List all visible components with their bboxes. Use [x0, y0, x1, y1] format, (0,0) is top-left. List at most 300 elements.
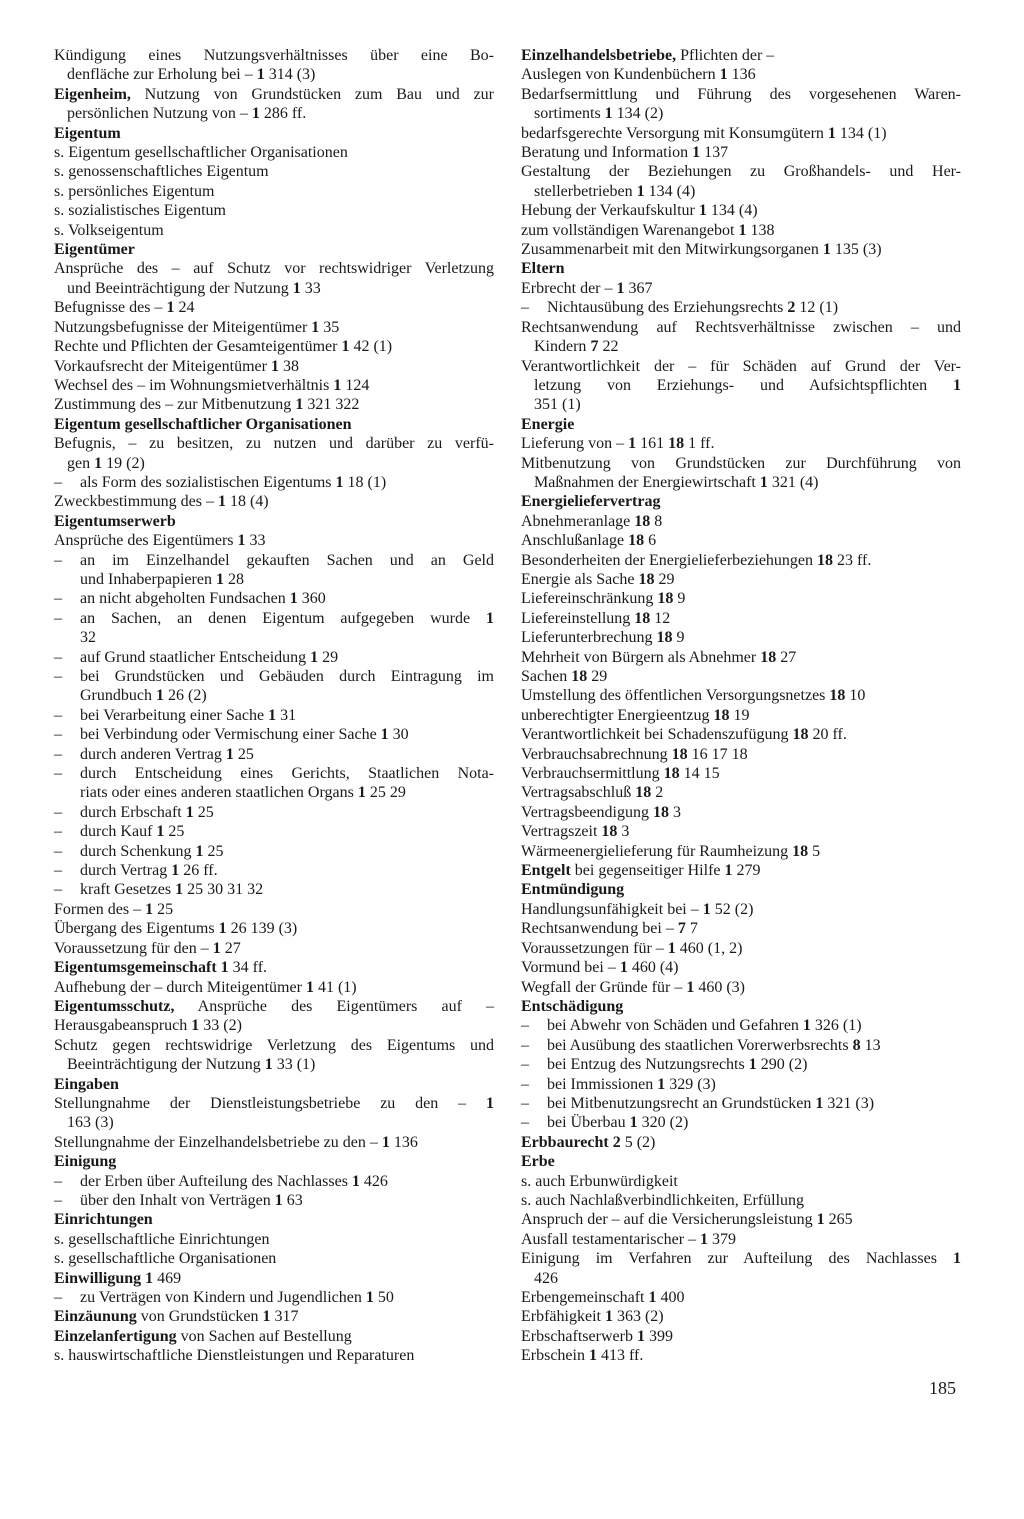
- index-text: 13: [860, 1036, 881, 1054]
- index-line: [54, 454, 494, 473]
- index-line: [54, 1230, 494, 1249]
- index-bold-text: 1: [218, 920, 227, 938]
- index-text: Verbrauchsabrechnung: [521, 745, 672, 763]
- index-bold-text: 1: [748, 1056, 757, 1074]
- index-text: von Sachen auf Bestellung: [176, 1327, 352, 1345]
- index-bold-text: 1: [351, 1172, 360, 1190]
- index-text: Beratung und Information: [521, 144, 693, 162]
- index-text: stellerbetrieben: [534, 182, 637, 200]
- index-text: letzung von Erziehungs- und Aufsichtspflichten: [534, 376, 953, 394]
- index-line: [521, 1230, 961, 1249]
- index-text: kraft Gesetzes: [80, 881, 176, 899]
- index-bold-text: 1: [212, 939, 221, 957]
- index-text: 426: [534, 1269, 558, 1287]
- index-line: [54, 783, 494, 802]
- index-bold-text: 1: [256, 66, 265, 84]
- index-text: Wärmeenergielieferung für Raumheizung: [521, 842, 793, 860]
- index-bold-text: Einigung: [54, 1153, 117, 1171]
- index-bold-text: 1: [486, 1094, 494, 1112]
- index-line: [521, 1152, 961, 1171]
- index-line: [54, 182, 494, 201]
- index-bold-text: 7: [677, 920, 686, 938]
- index-text: Erbrecht der –: [521, 279, 617, 297]
- index-bold-text: 1: [215, 570, 224, 588]
- index-bold-text: 18: [657, 590, 674, 608]
- index-bold-text: Eigentum gesellschaftlicher Organisationen: [54, 415, 352, 433]
- index-line: [54, 1152, 494, 1171]
- index-line: [54, 415, 494, 434]
- index-line: [521, 279, 961, 298]
- index-text: 138: [746, 221, 775, 239]
- index-line: [521, 1288, 961, 1307]
- index-line: [521, 958, 961, 977]
- index-text: 20 ff.: [808, 726, 847, 744]
- index-text: s. genossenschaftliches Eigentum: [54, 163, 269, 181]
- index-text: 469: [153, 1269, 182, 1287]
- index-text: 10: [845, 687, 866, 705]
- index-line: [521, 1016, 961, 1035]
- index-line: [521, 1249, 961, 1268]
- index-line: [521, 822, 961, 841]
- index-text: Bedarfsermittlung und Führung des vorgesehenen Waren-: [521, 85, 961, 103]
- index-bold-text: 1: [268, 706, 277, 724]
- index-bold-text: 1: [619, 959, 628, 977]
- index-text: Erbschaftserwerb: [521, 1327, 637, 1345]
- index-text: Besonderheiten der Energielieferbeziehungen: [521, 551, 818, 569]
- index-text: Vertragsbeendigung: [521, 803, 653, 821]
- index-text: 30: [388, 726, 409, 744]
- index-text: 360: [297, 590, 326, 608]
- index-line: [521, 551, 961, 570]
- index-line: [54, 1036, 494, 1055]
- index-text: 35: [319, 318, 340, 336]
- index-bold-text: 1: [145, 900, 154, 918]
- index-line: [521, 628, 961, 647]
- index-line: [54, 85, 494, 104]
- index-line: [54, 551, 494, 570]
- index-text: 24: [174, 299, 195, 317]
- index-text: 379: [708, 1230, 737, 1248]
- index-bold-text: 1: [175, 881, 184, 899]
- index-line: [521, 880, 961, 899]
- index-text: 329 (3): [665, 1075, 716, 1093]
- index-text: Voraussetzungen für –: [521, 939, 668, 957]
- index-text: 63: [282, 1191, 303, 1209]
- index-line: [54, 706, 494, 725]
- index-bold-text: 1: [724, 862, 733, 880]
- index-bold-text: Eigentum: [54, 124, 121, 142]
- index-text: Verantwortlichkeit der – für Schäden auf Grund der Ver-: [521, 357, 961, 375]
- index-text: 3: [617, 823, 630, 841]
- index-line: [521, 648, 961, 667]
- index-text: durch Kauf: [80, 823, 157, 841]
- index-text: 29: [654, 570, 675, 588]
- index-column-right: [521, 46, 961, 1366]
- index-line: [521, 65, 961, 84]
- index-bold-text: 1: [185, 803, 194, 821]
- index-line: [54, 143, 494, 162]
- index-line: [521, 492, 961, 511]
- index-line: [54, 1172, 494, 1191]
- index-bold-text: 1: [698, 202, 707, 220]
- index-line: [54, 1210, 494, 1229]
- index-text: s. auch Nachlaßverbindlichkeiten, Erfüllung: [521, 1191, 805, 1209]
- index-line: [54, 1133, 494, 1152]
- index-text: Ausfall testamentarischer –: [521, 1230, 701, 1248]
- index-text: 19: [729, 706, 750, 724]
- index-line: [54, 570, 494, 589]
- index-text: s. auch Erbunwürdigkeit: [521, 1172, 678, 1190]
- index-line: [54, 958, 494, 977]
- index-bold-text: Eigenheim,: [54, 85, 131, 103]
- index-text: 18 (4): [225, 493, 269, 511]
- index-text: 50: [373, 1289, 394, 1306]
- index-line: [54, 745, 494, 764]
- index-text: Grundbuch: [80, 687, 156, 705]
- index-text: zum vollständigen Warenangebot: [521, 221, 739, 239]
- index-bold-text: Einzäunung: [54, 1308, 137, 1326]
- index-bold-text: 18: [656, 629, 673, 647]
- index-line: [521, 298, 961, 317]
- index-line: [521, 900, 961, 919]
- index-text: 136: [727, 66, 756, 84]
- index-text: Aufhebung der – durch Miteigentümer: [54, 978, 306, 996]
- index-text: 134 (2): [612, 105, 664, 123]
- index-text: 314 (3): [264, 66, 316, 84]
- index-text: bei Überbau: [547, 1114, 630, 1132]
- index-text: 32: [80, 629, 96, 647]
- index-line: [54, 939, 494, 958]
- index-bold-text: 1: [953, 1250, 961, 1268]
- index-text: Maßnahmen der Energiewirtschaft: [534, 473, 760, 491]
- index-text: Rechte und Pflichten der Gesamteigentümer: [54, 338, 342, 356]
- index-line: [54, 764, 494, 783]
- index-text: Vertragszeit: [521, 823, 602, 841]
- index-line: [521, 85, 961, 104]
- index-bold-text: Einrichtungen: [54, 1211, 153, 1229]
- index-line: [521, 531, 961, 550]
- index-bold-text: 1: [738, 221, 747, 239]
- index-text: 7: [685, 920, 698, 938]
- index-line: [54, 298, 494, 317]
- index-line: [521, 1075, 961, 1094]
- index-line: [521, 124, 961, 143]
- index-bold-text: 1: [953, 376, 961, 394]
- index-line: [521, 376, 961, 395]
- index-text: 26 ff.: [179, 862, 218, 880]
- index-bold-text: 1: [333, 376, 342, 394]
- index-line: [54, 822, 494, 841]
- index-text: 52 (2): [710, 900, 754, 918]
- index-text: durch Schenkung: [80, 842, 196, 860]
- index-bold-text: 1: [237, 532, 246, 550]
- index-text: Stellungnahme der Dienstleistungsbetriebe zu den –: [54, 1094, 486, 1112]
- index-text: bei Grundstücken und Gebäuden durch Eintragung im: [80, 668, 494, 685]
- index-text: Nutzungsbefugnisse der Miteigentümer: [54, 318, 312, 336]
- index-text: 413 ff.: [596, 1347, 644, 1365]
- index-text: über den Inhalt von Verträgen: [80, 1191, 275, 1209]
- index-text: Wegfall der Gründe für –: [521, 978, 687, 996]
- index-text: 14 15: [679, 765, 720, 783]
- index-bold-text: 1: [719, 66, 728, 84]
- index-bold-text: Entgelt: [521, 862, 571, 880]
- index-bold-text: Erbe: [521, 1153, 555, 1171]
- index-bold-text: Einzelhandelsbetriebe,: [521, 47, 677, 64]
- index-bold-text: 1: [171, 862, 180, 880]
- index-text: 9: [672, 629, 685, 647]
- index-text: durch Vertrag: [80, 862, 172, 880]
- index-line: [521, 182, 961, 201]
- index-bold-text: 18: [634, 609, 651, 627]
- index-bold-text: 1: [815, 1094, 824, 1112]
- index-line: [54, 997, 494, 1016]
- index-bold-text: 2: [787, 299, 796, 317]
- index-text: und Beeinträchtigung der Nutzung: [67, 279, 293, 297]
- index-line: [521, 46, 961, 65]
- index-bold-text: 1: [341, 338, 350, 356]
- index-text: bei Entzug des Nutzungsrechts: [547, 1056, 749, 1074]
- index-bold-text: 1: [335, 473, 344, 491]
- index-line: [521, 434, 961, 453]
- index-text: durch anderen Vertrag: [80, 745, 226, 763]
- index-text: 8: [650, 512, 663, 530]
- index-bold-text: 1: [264, 1056, 273, 1074]
- index-line: [54, 512, 494, 531]
- index-bold-text: 1: [220, 959, 229, 977]
- index-line: [521, 803, 961, 822]
- index-text: s. hauswirtschaftliche Dienstleistungen und Reparaturen: [54, 1347, 415, 1365]
- index-text: Schutz gegen rechtswidrige Verletzung des Eigentums und: [54, 1036, 494, 1054]
- index-line: [521, 783, 961, 802]
- index-bold-text: 1: [311, 318, 320, 336]
- index-line: [521, 978, 961, 997]
- index-text: 26 139 (3): [226, 920, 298, 938]
- index-bold-text: 1: [628, 435, 637, 453]
- index-bold-text: 1: [365, 1289, 374, 1306]
- index-line: [521, 201, 961, 220]
- index-bold-text: 1: [262, 1308, 271, 1326]
- index-line: [54, 318, 494, 337]
- index-line: [521, 997, 961, 1016]
- index-text: 19 (2): [102, 454, 145, 472]
- index-bold-text: Einwilligung: [54, 1269, 142, 1287]
- index-line: [521, 259, 961, 278]
- index-text: Anschlußanlage: [521, 532, 629, 550]
- index-text: Mehrheit von Bürgern als Abnehmer: [521, 648, 761, 666]
- index-text: Lieferunterbrechung: [521, 629, 657, 647]
- index-text: 136: [389, 1133, 418, 1151]
- index-bold-text: 1: [486, 609, 494, 627]
- index-line: [521, 318, 961, 337]
- index-text: s. persönliches Eigentum: [54, 182, 215, 200]
- index-line: [521, 1327, 961, 1346]
- index-line: [54, 473, 494, 492]
- index-text: durch Entscheidung eines Gerichts, Staatlichen Nota-: [80, 765, 494, 783]
- index-text: Nutzung von Grundstücken zum Bau und zur: [130, 85, 494, 103]
- index-column-left: [54, 46, 494, 1366]
- index-line: [521, 1210, 961, 1229]
- index-text: Befugnisse des –: [54, 299, 167, 317]
- index-line: [54, 900, 494, 919]
- index-line: [54, 667, 494, 686]
- index-line: [54, 65, 494, 84]
- index-text: 290 (2): [756, 1056, 808, 1074]
- index-bold-text: Eigentumserwerb: [54, 512, 176, 530]
- index-line: [521, 240, 961, 259]
- index-line: [54, 1288, 494, 1307]
- index-text: Lieferung von –: [521, 435, 629, 453]
- index-line: [54, 104, 494, 123]
- index-bold-text: 18: [635, 784, 652, 802]
- index-line: [521, 395, 961, 414]
- index-text: bei Verbindung oder Vermischung einer Sache: [80, 726, 381, 744]
- index-line: [521, 609, 961, 628]
- index-bold-text: 1: [827, 124, 836, 142]
- index-line: [54, 1269, 494, 1288]
- index-text: 2: [651, 784, 664, 802]
- index-line: [54, 978, 494, 997]
- index-text: Nichtausübung des Erziehungsrechts: [547, 299, 788, 317]
- index-bold-text: Eigentumsschutz,: [54, 997, 175, 1015]
- index-text: s. sozialistisches Eigentum: [54, 202, 226, 220]
- index-bold-text: 1: [357, 784, 366, 802]
- index-line: [521, 589, 961, 608]
- index-text: Pflichten der –: [676, 47, 775, 64]
- index-text: s. Volkseigentum: [54, 221, 164, 239]
- index-text: 326 (1): [810, 1017, 862, 1035]
- index-line: [521, 1133, 961, 1152]
- index-bold-text: 1: [657, 1075, 666, 1093]
- index-text: Abnehmeranlage: [521, 512, 635, 530]
- index-text: Handlungsunfähigkeit bei –: [521, 900, 703, 918]
- index-text: 137: [700, 144, 729, 162]
- index-text: s. Eigentum gesellschaftlicher Organisationen: [54, 144, 348, 162]
- index-line: [54, 1075, 494, 1094]
- index-bold-text: 8: [852, 1036, 861, 1054]
- index-bold-text: 1: [616, 279, 625, 297]
- index-text: 134 (1): [835, 124, 887, 142]
- index-line: [521, 939, 961, 958]
- index-text: 38: [278, 357, 299, 375]
- index-text: 25 30 31 32: [183, 881, 264, 899]
- index-text: Verantwortlichkeit bei Schadenszufügung: [521, 726, 793, 744]
- index-text: 161: [636, 435, 669, 453]
- index-line: [54, 240, 494, 259]
- index-line: [521, 512, 961, 531]
- index-text: Kündigung eines Nutzungsverhältnisses über eine Bo-: [54, 47, 494, 64]
- index-line: [521, 1172, 961, 1191]
- index-bold-text: 1: [702, 900, 711, 918]
- index-line: [54, 1327, 494, 1346]
- index-text: 25 29: [365, 784, 406, 802]
- index-bold-text: 1: [816, 1211, 825, 1229]
- index-text: an nicht abgeholten Fundsachen: [80, 590, 290, 608]
- index-text: 367: [624, 279, 653, 297]
- index-text: s. gesellschaftliche Einrichtungen: [54, 1230, 270, 1248]
- index-text: 286 ff.: [259, 105, 307, 123]
- index-bold-text: 18: [634, 512, 651, 530]
- index-line: [54, 46, 494, 65]
- index-bold-text: 1: [274, 1191, 283, 1209]
- index-line: [521, 667, 961, 686]
- index-text: auf Grund staatlicher Entscheidung: [80, 648, 311, 666]
- index-bold-text: 1: [310, 648, 319, 666]
- index-text: 6: [644, 532, 657, 550]
- index-text: Zustimmung des – zur Mitbenutzung: [54, 396, 296, 414]
- index-line: [54, 803, 494, 822]
- index-text: 5: [808, 842, 821, 860]
- index-bold-text: 1: [381, 1133, 390, 1151]
- index-bold-text: 18: [628, 532, 645, 550]
- index-bold-text: 18: [601, 823, 618, 841]
- index-bold-text: 1: [700, 1230, 709, 1248]
- index-line: [521, 725, 961, 744]
- index-text: bei Ausübung des staatlichen Vorerwerbsrechts: [547, 1036, 853, 1054]
- index-bold-text: 1: [692, 144, 701, 162]
- index-text: 34 ff.: [228, 959, 268, 977]
- index-text: 317: [270, 1308, 299, 1326]
- index-bold-text: 1: [295, 396, 304, 414]
- index-bold-text: Eigentumsgemeinschaft: [54, 959, 217, 977]
- index-line: [54, 880, 494, 899]
- index-line: [54, 124, 494, 143]
- index-line: [521, 842, 961, 861]
- index-text: Ansprüche des – auf Schutz vor rechtswidriger Verletzung: [54, 260, 494, 278]
- index-text: Kindern: [534, 338, 591, 356]
- index-line: [521, 1269, 961, 1288]
- index-bold-text: 18: [713, 706, 730, 724]
- index-text: 23 ff.: [833, 551, 872, 569]
- index-text: 41 (1): [313, 978, 357, 996]
- index-line: [54, 1016, 494, 1035]
- index-line: [54, 648, 494, 667]
- index-line: [521, 415, 961, 434]
- index-bold-text: 18: [652, 803, 669, 821]
- index-bold-text: 1: [629, 1114, 638, 1132]
- index-bold-text: Entschädigung: [521, 997, 624, 1015]
- index-bold-text: 18: [817, 551, 834, 569]
- index-text: 16 17 18: [687, 745, 748, 763]
- index-text: Wechsel des – im Wohnungsmietverhältnis: [54, 376, 334, 394]
- index-text: 33 (1): [272, 1056, 316, 1074]
- index-text: Stellungnahme der Einzelhandelsbetriebe zu den –: [54, 1133, 382, 1151]
- index-text: 12 (1): [795, 299, 839, 317]
- index-line: [54, 1055, 494, 1074]
- index-text: 163 (3): [67, 1114, 114, 1132]
- index-text: bedarfsgerechte Versorgung mit Konsumgütern: [521, 124, 828, 142]
- index-text: 9: [673, 590, 686, 608]
- index-text: Vertragsabschluß: [521, 784, 636, 802]
- index-bold-text: 1: [686, 978, 695, 996]
- index-text: 29: [587, 668, 608, 685]
- index-text: Befugnis, – zu besitzen, zu nutzen und darüber zu verfü-: [54, 435, 494, 453]
- index-bold-text: 1: [191, 1017, 200, 1035]
- index-text: 321 (4): [767, 473, 819, 491]
- index-line: [54, 531, 494, 550]
- index-line: [521, 357, 961, 376]
- index-line: [521, 686, 961, 705]
- index-line: [54, 492, 494, 511]
- index-text: der Erben über Aufteilung des Nachlasses: [80, 1172, 352, 1190]
- index-text: Erbschein: [521, 1347, 589, 1365]
- index-text: 351 (1): [534, 396, 581, 414]
- index-bold-text: 1: [588, 1347, 597, 1365]
- index-line: [54, 1307, 494, 1326]
- index-text: 25: [203, 842, 224, 860]
- index-bold-text: 2: [612, 1133, 621, 1151]
- index-bold-text: 1: [166, 299, 175, 317]
- index-text: 42 (1): [349, 338, 393, 356]
